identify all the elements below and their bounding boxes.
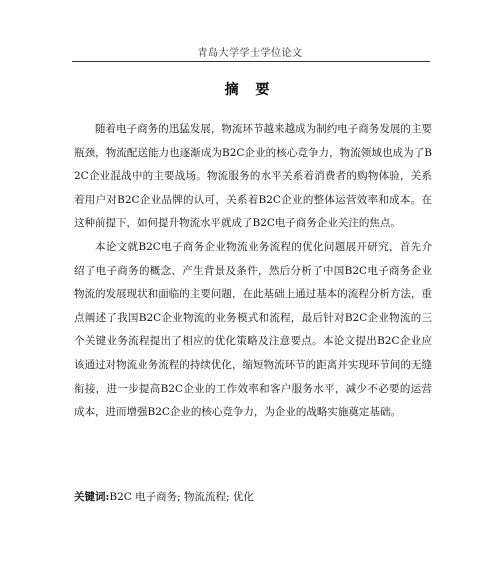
header-rule [72, 61, 430, 62]
running-header: 青岛大学学士学位论文 [197, 48, 303, 59]
keywords-line [74, 487, 432, 507]
keywords-label: 关键词: [74, 491, 110, 503]
abstract-body [74, 118, 432, 425]
keywords-value: B2C 电子商务; 物流流程; 优化 [109, 491, 254, 503]
abstract-paragraph-1: 随着电子商务的迅猛发展，物流环节越来越成为制约电子商务发展的主要瓶颈，物流配送能力也逐渐成为B2C企业的核心竞争力，物流领域也成为了B2C企业混战中的主要战场。物流服务的水平关系着消费者的购物体验，关系着用户对B2C企业品牌的认可，关系着B2C企业的整体运营效率和成本。在这种前提下，如何提升物流水平就成了B2C电子商务企业关注的焦点。 [74, 123, 432, 230]
abstract-title: 摘 要 [224, 82, 276, 98]
abstract-paragraph-2: 本论文就B2C电子商务企业物流业务流程的优化问题展开研究，首先介绍了电子商务的概念、产生背景及条件，然后分析了中国B2C电子商务企业物流的发展现状和面临的主要问题，在此基础上通过基本的流程分析方法，重点阐述了我国B2C企业物流的业务模式和流程，最后针对B2C企业物流的三个关键业务流程提出了相应的优化策略及注意要点。本论文提出B2C企业应该通过对物流业务流程的持续优化，缩短物流环节的距离并实现环节间的无缝衔接，进一步提高B2C企业的工作效率和客户服务水平，减少不必要的运营成本，进而增强B2C企业的核心竞争力，为企业的战略实施奠定基础。 [74, 240, 432, 419]
